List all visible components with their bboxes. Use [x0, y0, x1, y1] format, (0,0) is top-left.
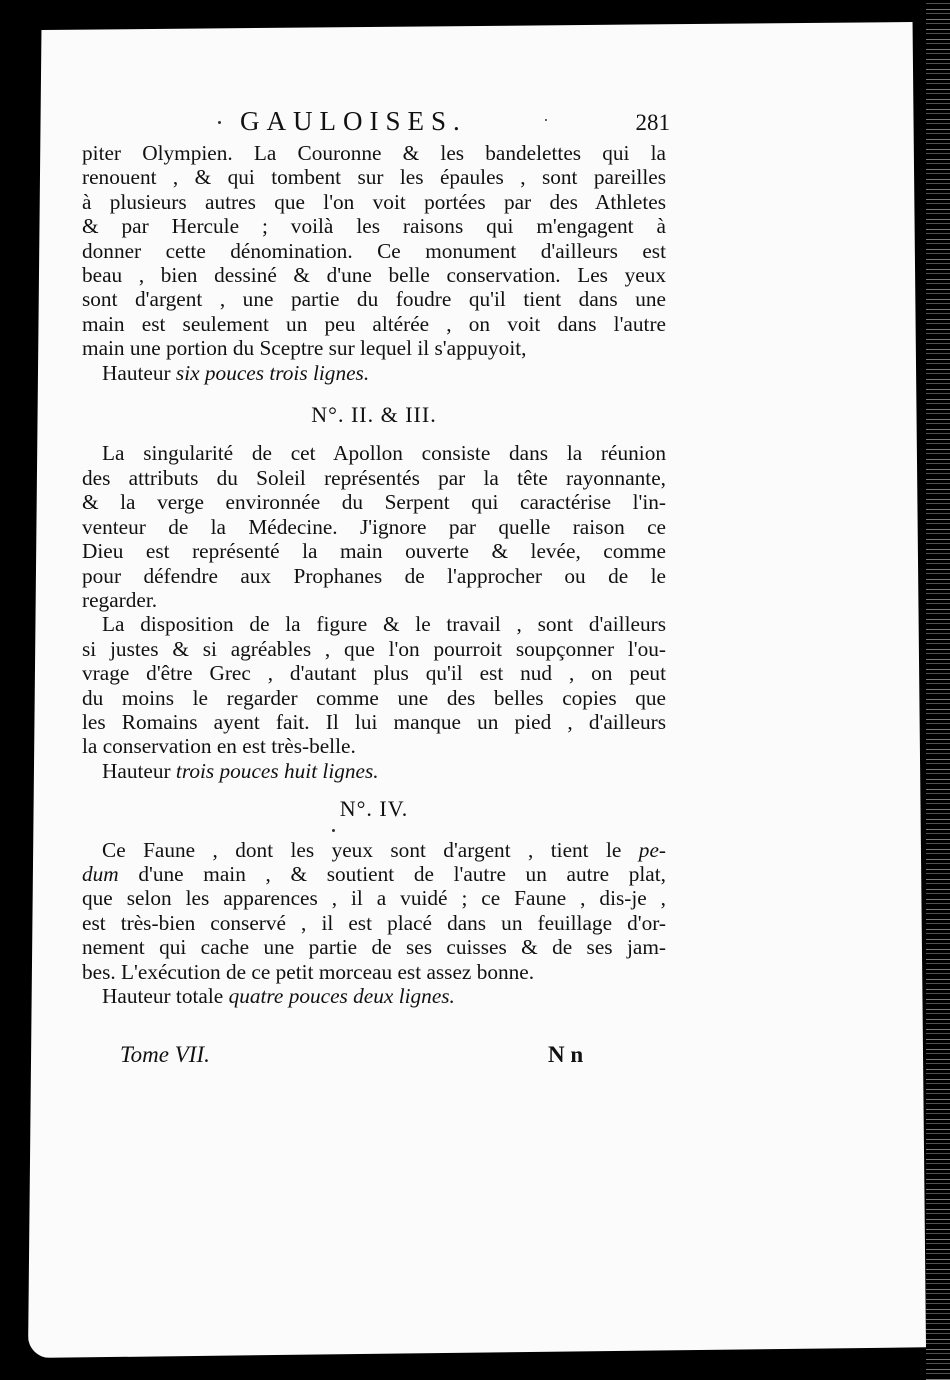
page-footer [120, 1042, 600, 1072]
paragraph-3 [82, 612, 666, 758]
text-line: La disposition de la figure & le travail , sont d'ailleurs [102, 612, 666, 637]
signature-mark: N n [548, 1042, 584, 1067]
page-number: 281 [635, 110, 670, 135]
height-label: Hauteur [102, 758, 171, 783]
text-line: donner cette dénomination. Ce monument d'ailleurs est [82, 238, 666, 263]
text-line: La singularité de cet Apollon consiste dans la réunion [102, 441, 666, 466]
text-line: venteur de la Médecine. J'ignore par quelle raison ce [82, 514, 666, 539]
italic-run: dum [82, 861, 119, 886]
text-line: pour défendre aux Prophanes de l'approcher ou de le [82, 563, 666, 588]
text-line: est très-bien conservé , il est placé dans un feuillage d'or- [82, 910, 666, 935]
height-value: six pouces trois lignes. [175, 360, 370, 385]
body-text [82, 141, 666, 1008]
height-note-1 [82, 361, 666, 385]
italic-run: pe- [638, 837, 666, 862]
text-line: sont d'argent , une partie du foudre qu'il tient dans une [82, 287, 666, 312]
paragraph-2 [82, 441, 666, 612]
text-line: beau , bien dessiné & d'une belle conservation. Les yeux [82, 263, 666, 288]
text-line: les Romains ayent fait. Il lui manque un pied , d'ailleurs [82, 709, 666, 734]
volume-label: Tome VII. [120, 1042, 210, 1067]
text-line [82, 862, 666, 886]
height-label: Hauteur totale [102, 984, 224, 1008]
height-note-2 [82, 759, 666, 783]
height-label: Hauteur [102, 360, 171, 385]
text-run: Ce Faune , dont les yeux sont d'argent , tient le [102, 837, 622, 862]
text-line: si justes & si agréables , que l'on pourroit soupçonner l'ou- [82, 636, 666, 661]
text-line: & la verge environnée du Serpent qui caractérise l'in- [82, 490, 666, 515]
text-line: Dieu est représenté la main ouverte & levée, comme [82, 539, 666, 564]
running-title: GAULOISES. [240, 106, 467, 136]
text-line: regarder. [82, 587, 158, 612]
running-header [240, 106, 670, 142]
text-line [82, 838, 666, 862]
text-line: que selon les apparences , il a vuidé ; ce Faune , dis-je , [82, 886, 666, 911]
text-line: & par Hercule ; voilà les raisons qui m'engagent à [82, 214, 666, 239]
text-line: des attributs du Soleil représentés par la tête rayonnante, [82, 465, 666, 490]
text-line: la conservation en est très-belle. [82, 734, 356, 759]
text-line: vrage d'être Grec , d'autant plus qu'il est nud , on peut [82, 661, 666, 686]
text-line: piter Olympien. La Couronne & les bandelettes qui la [82, 141, 666, 165]
section-heading-4: N°. IV. [339, 796, 409, 822]
paragraph-4 [82, 838, 666, 984]
print-speck [218, 121, 221, 124]
print-speck [332, 829, 335, 832]
text-line: à plusieurs autres que l'on voit portées par des Athletes [82, 189, 666, 214]
paragraph-1 [82, 141, 666, 361]
text-run: d'une main , & soutient de l'autre un autre plat, [138, 861, 666, 886]
text-line: du moins le regarder comme une des belles copies que [82, 685, 666, 710]
text-line: nement qui cache une partie de ses cuisses & de ses jam- [82, 935, 666, 960]
text-line: renouent , & qui tombent sur les épaules , sont pareilles [82, 165, 666, 190]
page-edge-shadow [926, 0, 950, 1380]
text-line: main est seulement un peu altérée , on voit dans l'autre [82, 311, 666, 336]
height-value: trois pouces huit lignes. [175, 758, 379, 783]
text-line: bes. L'exécution de ce petit morceau est assez bonne. [82, 959, 535, 984]
section-heading-2-3: N°. II. & III. [311, 402, 437, 428]
height-note-3 [82, 984, 666, 1008]
height-value: quatre pouces deux lignes. [228, 984, 455, 1008]
text-line: main une portion du Sceptre sur lequel il s'appuyoit, [82, 336, 527, 361]
print-speck [545, 119, 547, 121]
